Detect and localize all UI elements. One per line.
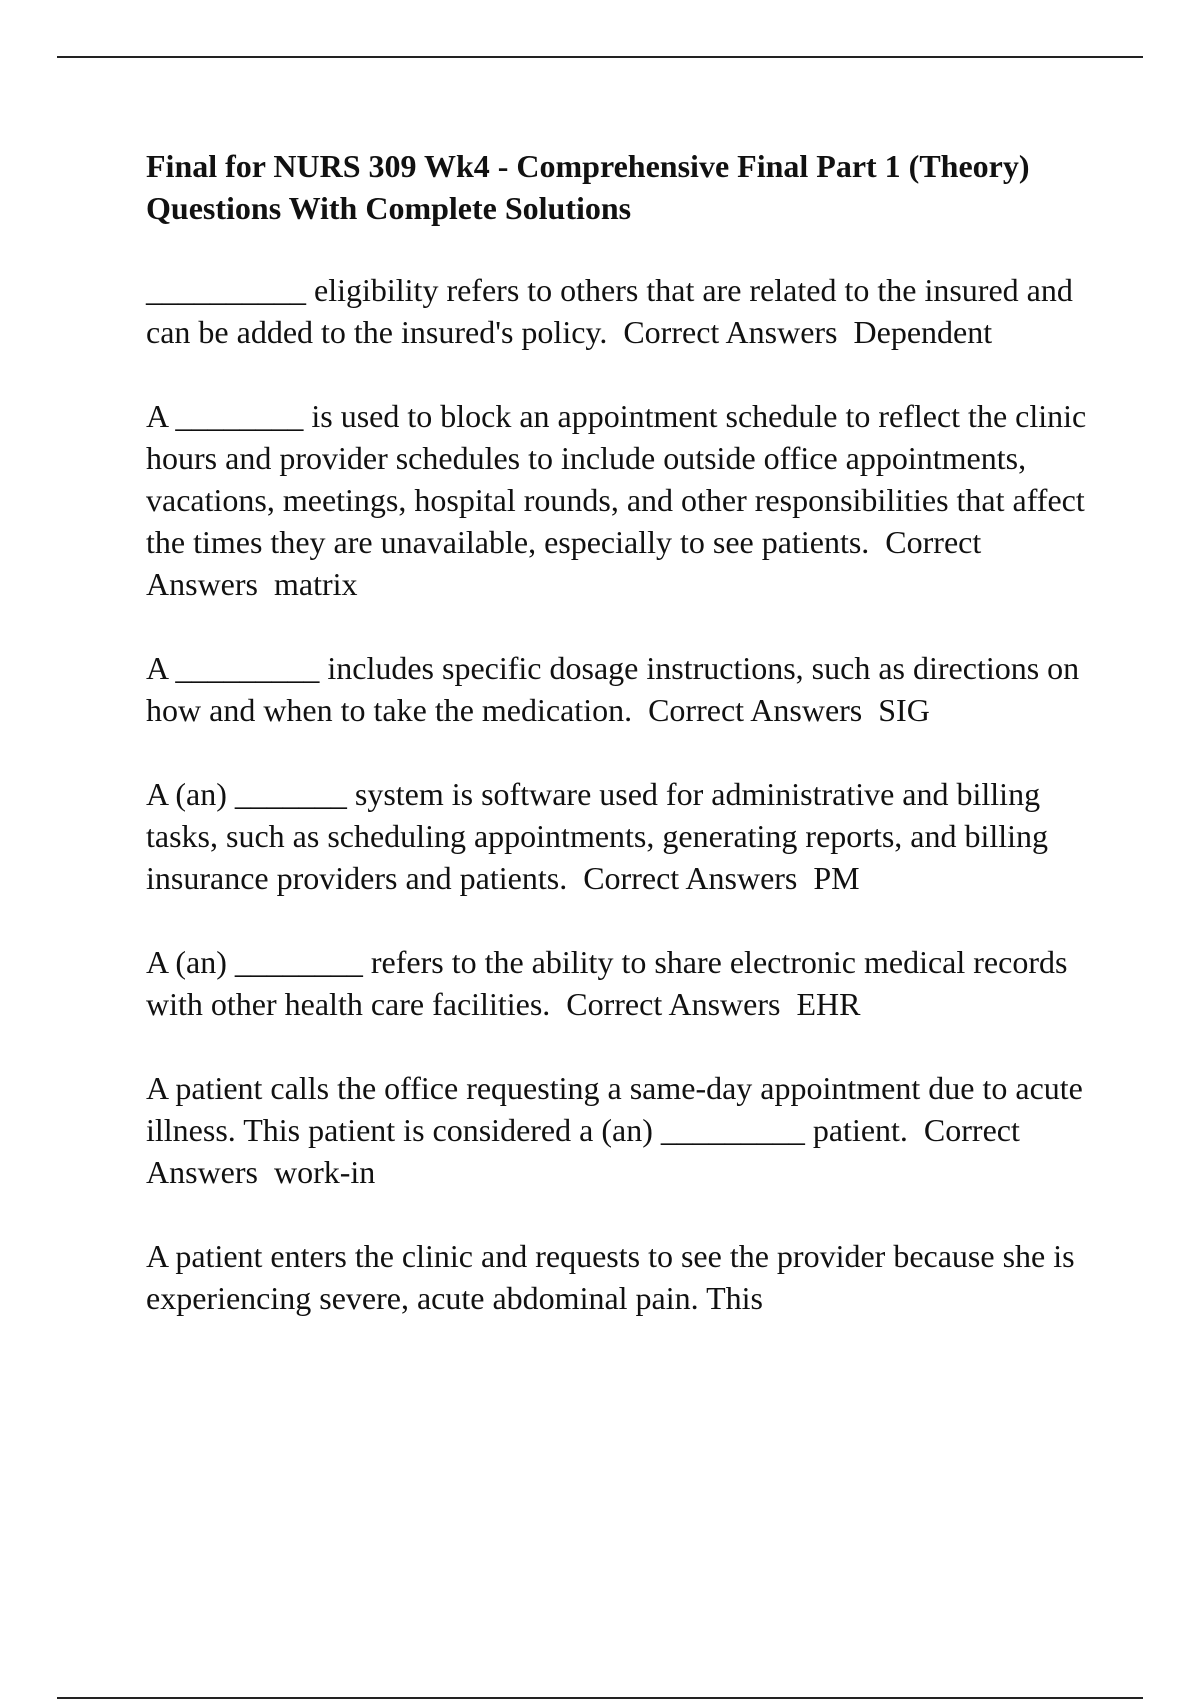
question-item: A _________ includes specific dosage instructions, such as directions on how and when to take the medication. Correct Answers SIG — [146, 650, 1088, 728]
question-item: A patient calls the office requesting a same-day appointment due to acute illness. This patient is considered a (an) _________ patient. Correct Answers work-in — [146, 1070, 1091, 1190]
question-item: A patient enters the clinic and requests to see the provider because she is experiencing severe, acute abdominal pain. This — [146, 1238, 1083, 1316]
bottom-divider — [57, 1697, 1143, 1699]
question-item: A (an) ________ refers to the ability to share electronic medical records with other health care facilities. Correct Answers EHR — [146, 944, 1076, 1022]
question-item: __________ eligibility refers to others that are related to the insured and can be added to the insured's policy. Correct Answers Dependent — [146, 272, 1081, 350]
document-title: Final for NURS 309 Wk4 - Comprehensive Final Part 1 (Theory) Questions With Complete Solutions — [146, 148, 1030, 226]
question-item: A (an) _______ system is software used for administrative and billing tasks, such as scheduling appointments, generating reports, and billing insurance providers and patients. Correct Answers PM — [146, 776, 1057, 896]
question-item: A ________ is used to block an appointment schedule to reflect the clinic hours and provider schedules to include outside office appointments, vacations, meetings, hospital rounds, and other responsibilities that affect the times they are unavailable, especially to see patients. Correct Answers matrix — [146, 398, 1095, 602]
document-body — [146, 145, 1096, 1361]
top-divider — [57, 56, 1143, 58]
